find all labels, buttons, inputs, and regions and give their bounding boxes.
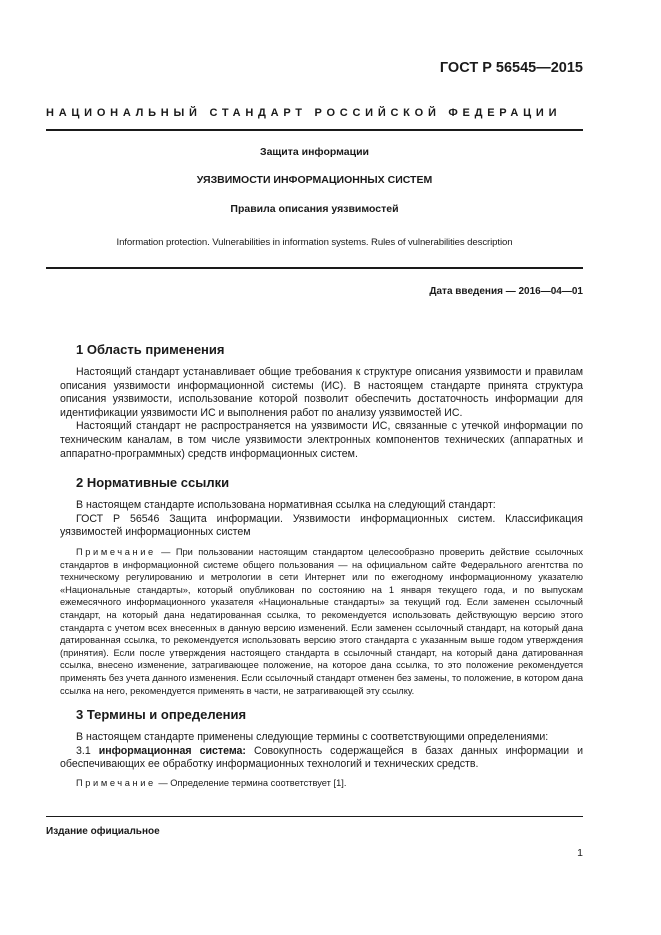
term-number: 3.1 bbox=[76, 744, 99, 757]
section-2-body bbox=[60, 499, 583, 540]
gost-number: ГОСТ Р 56545—2015 bbox=[439, 60, 583, 76]
note-text: — При пользовании настоящим стандартом целесообразно проверить действие ссылочных стандартов в информационной системе общего пользования — на официальном сайте Федерального агентства по техническому регулированию и метрологии в сети Интернет или по ежегодному информационному указателю «Национальные стандарты», который опубликован по состоянию на 1 января текущего года, и по выпускам ежемесячного информационного указателя «Национальные стандарты» за текущий год. Если заменен ссылочный стандарт, на который дана недатированная ссылка, то рекомендуется использовать действующую версию этого стандарта с учетом всех внесенных в данную версию изменений. Если заменен ссылочный стандарт, на который дана датированная ссылка, то рекомендуется использовать версию этого стандарта с указанным выше годом утверждения (принятия). Если после утверждения настоящего стандарта в ссылочный стандарт, на который дана датированная ссылка, внесено изменение, затрагивающее положение, на которое дана ссылка, то это положение рекомендуется применять без учета данного изменения. Если ссылочный стандарт отменен без замены, то положение, в котором дана ссылка на него, рекомендуется применять в части, не затрагивающей эту ссылку. bbox=[60, 547, 583, 696]
section-1-paragraph-2: Настоящий стандарт не распространяется на уязвимости ИС, связанные с утечкой информации по техническим каналам, в том числе уязвимости электронных компонентов технических (аппаратных и аппаратно-программных) средств информационных систем. bbox=[60, 420, 583, 460]
section-3-heading: 3 Термины и определения bbox=[76, 707, 247, 722]
edition-label: Издание официальное bbox=[46, 826, 160, 837]
section-2-paragraph-1: В настоящем стандарте использована нормативная ссылка на следующий стандарт: bbox=[76, 499, 496, 511]
title-rule bbox=[46, 267, 583, 269]
title-subject: Защита информации bbox=[260, 146, 369, 158]
note-label: Примечание bbox=[76, 547, 156, 557]
section-1-body bbox=[60, 366, 583, 461]
section-1-paragraph-1: Настоящий стандарт устанавливает общие требования к структуре описания уязвимости и правилам описания уязвимости информационной системы (ИС). В настоящем стандарте принята структура описания уязвимости, использование которой позволит обеспечить достаточность информации для идентификации уязвимости ИС и выполнения работ по анализу уязвимостей ИС. bbox=[60, 366, 583, 419]
section-2-heading: 2 Нормативные ссылки bbox=[76, 475, 230, 490]
intro-date: Дата введения — 2016—04—01 bbox=[429, 286, 583, 297]
section-3-paragraph-1: В настоящем стандарте применены следующие термины с соответствующими определениями: bbox=[76, 731, 549, 743]
section-3-body bbox=[60, 731, 583, 772]
note-label: Примечание bbox=[76, 778, 156, 788]
title-english: Information protection. Vulnerabilities in information systems. Rules of vulnerabilities description bbox=[116, 237, 513, 248]
section-1-heading: 1 Область применения bbox=[76, 342, 225, 357]
footer-rule bbox=[46, 816, 583, 817]
page-number: 1 bbox=[577, 847, 583, 859]
national-standard-banner: НАЦИОНАЛЬНЫЙ СТАНДАРТ РОССИЙСКОЙ ФЕДЕРАЦИИ bbox=[46, 107, 562, 119]
term-definition bbox=[60, 745, 583, 772]
section-2-note bbox=[60, 546, 583, 697]
section-3-note bbox=[60, 777, 583, 790]
header-rule bbox=[46, 129, 583, 131]
title-main: УЯЗВИМОСТИ ИНФОРМАЦИОННЫХ СИСТЕМ bbox=[196, 174, 433, 186]
title-sub: Правила описания уязвимостей bbox=[230, 203, 399, 215]
note-text: — Определение термина соответствует [1]. bbox=[155, 778, 347, 788]
term-name: информационная система: bbox=[98, 744, 246, 757]
term-text: Совокупность содержащейся в базах данных информации и обеспечивающих ее обработку информационных технологий и технических средств. bbox=[60, 744, 583, 771]
section-2-paragraph-2: ГОСТ Р 56546 Защита информации. Уязвимости информационных систем. Классификация уязвимостей информационных систем bbox=[60, 512, 583, 539]
